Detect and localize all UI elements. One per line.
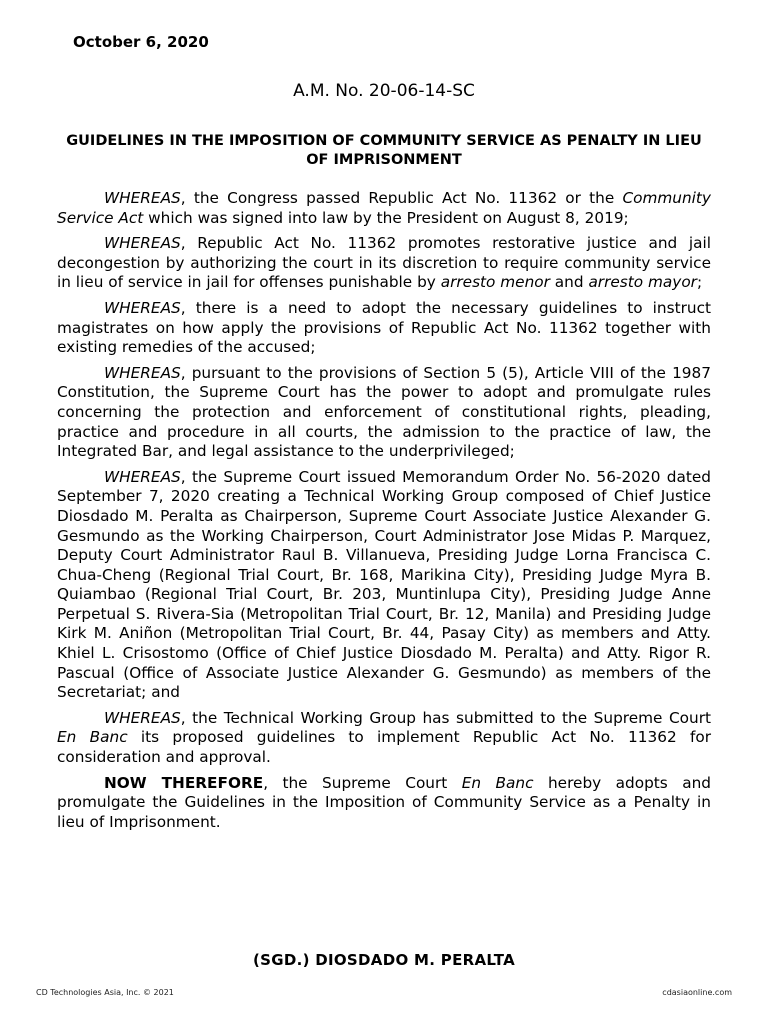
whereas-paragraph-2: WHEREAS, Republic Act No. 11362 promotes restorative justice and jail decongestion by authorizing the court in its discretion to require community service in lieu of service in jail for offenses punishable by arresto menor and arresto mayor; [57,234,711,292]
term-arresto-mayor: arresto mayor [588,273,697,292]
whereas-paragraph-1: WHEREAS, the Congress passed Republic Act No. 11362 or the Community Service Act which was signed into law by the President on August 8, 2019; [57,189,711,227]
term-en-banc: En Banc [461,773,534,792]
whereas-lead: WHEREAS [104,234,181,253]
whereas-lead: WHEREAS [104,298,181,317]
footer-website: cdasiaonline.com [662,988,732,997]
whereas-paragraph-5: WHEREAS, the Supreme Court issued Memorandum Order No. 56-2020 dated September 7, 2020 creating a Technical Working Group composed of Chief Justice Diosdado M. Peralta as Chairperson, Supreme Court Associate Justice Alexander G. Gesmundo as the Working Chairperson, Court Administrator Jose Midas P. Marquez, Deputy Court Administrator Raul B. Villanueva, Presiding Judge Lorna Francisca C. Chua-Cheng (Regional Trial Court, Br. 168, Marikina City), Presiding Judge Myra B. Quiambao (Regional Trial Court, Br. 203, Muntinlupa City), Presiding Judge Anne Perpetual S. Rivera-Sia (Metropolitan Trial Court, Br. 12, Manila) and Presiding Judge Kirk M. Aniñon (Metropolitan Trial Court, Br. 44, Pasay City) as members and Atty. Khiel L. Crisostomo (Office of Chief Justice Diosdado M. Peralta) and Atty. Rigor R. Pascual (Office of Associate Justice Alexander G. Gesmundo) as members of the Secretariat; and [57,467,711,702]
act-name: Community Service Act [57,189,711,227]
case-number: A.M. No. 20-06-14-SC [293,81,475,101]
document-date: October 6, 2020 [73,33,209,51]
term-arresto-menor: arresto menor [440,273,550,292]
now-therefore-lead: NOW THEREFORE [104,773,264,792]
whereas-paragraph-6: WHEREAS, the Technical Working Group has submitted to the Supreme Court En Banc its proposed guidelines to implement Republic Act No. 11362 for consideration and approval. [57,708,711,767]
whereas-paragraph-3: WHEREAS, there is a need to adopt the necessary guidelines to instruct magistrates on how apply the provisions of Republic Act No. 11362 together with existing remedies of the accused; [57,298,711,357]
whereas-lead: WHEREAS [104,708,181,727]
whereas-lead: WHEREAS [104,363,181,382]
document-title: GUIDELINES IN THE IMPOSITION OF COMMUNITY SERVICE AS PENALTY IN LIEU OF IMPRISONMENT [66,133,702,168]
whereas-lead: WHEREAS [104,189,181,207]
document-body [57,189,711,832]
whereas-lead: WHEREAS [104,467,181,486]
now-therefore-paragraph: NOW THEREFORE, the Supreme Court En Banc hereby adopts and promulgate the Guidelines in the Imposition of Community Service as a Penalty in lieu of Imprisonment. [57,773,711,831]
signature-line: (SGD.) DIOSDADO M. PERALTA [252,951,516,969]
footer-copyright: CD Technologies Asia, Inc. © 2021 [36,988,174,997]
whereas-paragraph-4: WHEREAS, pursuant to the provisions of Section 5 (5), Article VIII of the 1987 Constitution, the Supreme Court has the power to adopt and promulgate rules concerning the protection and enforcement of constitutional rights, pleading, practice and procedure in all courts, the admission to the practice of law, the Integrated Bar, and legal assistance to the underprivileged; [57,363,711,461]
term-en-banc: En Banc [57,728,128,747]
